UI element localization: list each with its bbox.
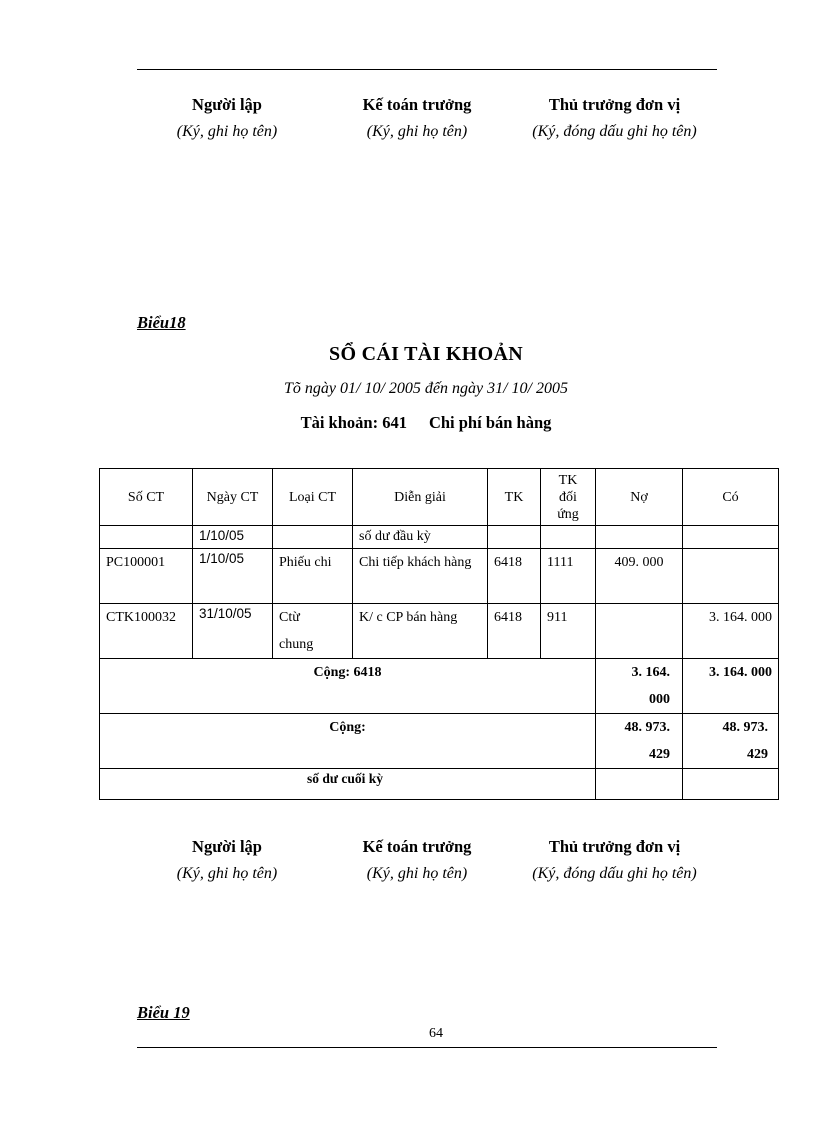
cell-ngay-ct: 1/10/05 [193, 549, 273, 604]
account-name: Chi phí bán hàng [428, 413, 552, 432]
signature-role: Kế toán trưởng [362, 95, 472, 114]
cell-no [596, 526, 683, 549]
closing-label [100, 769, 596, 800]
signature-unit-head [507, 95, 722, 141]
cell-tk-doi-ung: 1111 [541, 549, 596, 604]
table-row [100, 604, 779, 659]
header-tk-doi-ung: TK đối ứng [541, 469, 596, 526]
table-header-row [100, 469, 779, 526]
cell-tk-doi-ung: 911 [541, 604, 596, 659]
signature-note: (Ký, ghi họ tên) [176, 865, 278, 882]
cell-loai-ct: Ctừ chung [273, 604, 353, 659]
cell-tk: 6418 [488, 549, 541, 604]
cell-so-ct: CTK100032 [100, 604, 193, 659]
ledger-title: SỔ CÁI TÀI KHOẢN [329, 343, 523, 365]
signature-note: (Ký, ghi họ tên) [366, 123, 468, 140]
total-co: 48. 973. 429 [683, 714, 779, 769]
ledger-period: Tõ ngày 01/ 10/ 2005 đến ngày 31/ 10/ 2005 [284, 380, 568, 397]
table-row [100, 549, 779, 604]
cell-co [683, 526, 779, 549]
header-no: Nợ [596, 469, 683, 526]
form-label: Biểu18 [137, 313, 186, 332]
subtotal-co: 3. 164. 000 [683, 659, 779, 714]
signature-role: Người lập [192, 837, 262, 856]
total-label: Cộng: [100, 714, 596, 769]
signature-role: Thủ trưởng đơn vị [548, 95, 681, 114]
ledger-account [0, 413, 816, 433]
total-no: 48. 973. 429 [596, 714, 683, 769]
signature-note: (Ký, đóng dấu ghi họ tên) [532, 865, 697, 882]
header-tk: TK [488, 469, 541, 526]
header-loai-ct: Loại CT [273, 469, 353, 526]
cell-so-ct: PC100001 [100, 549, 193, 604]
cell-so-ct [100, 526, 193, 549]
signature-note: (Ký, đóng dấu ghi họ tên) [532, 123, 697, 140]
top-rule [137, 69, 717, 70]
signature-note: (Ký, ghi họ tên) [176, 123, 278, 140]
header-ngay-ct: Ngày CT [193, 469, 273, 526]
next-form-label: Biểu 19 [137, 1003, 190, 1022]
closing-co [683, 769, 779, 800]
closing-label-text: số dư cuối kỳ [307, 771, 383, 786]
signature-preparer [137, 837, 317, 883]
header-dien-giai: Diễn giải [353, 469, 488, 526]
cell-dien-giai: số dư đầu kỳ [353, 526, 488, 549]
cell-ngay-ct: 1/10/05 [193, 526, 273, 549]
cell-dien-giai: K/ c CP bán hàng [353, 604, 488, 659]
cell-no [596, 604, 683, 659]
signature-chief-accountant [327, 95, 507, 141]
cell-loai-ct [273, 526, 353, 549]
signature-preparer [137, 95, 317, 141]
ledger-table [99, 468, 779, 800]
subtotal-row [100, 659, 779, 714]
cell-co: 3. 164. 000 [683, 604, 779, 659]
cell-co [683, 549, 779, 604]
account-label: Tài khoản: 641 [300, 413, 407, 432]
signature-note: (Ký, ghi họ tên) [366, 865, 468, 882]
closing-row [100, 769, 779, 800]
cell-no: 409. 000 [596, 549, 683, 604]
signature-unit-head [507, 837, 722, 883]
header-co: Có [683, 469, 779, 526]
header-so-ct: Số CT [100, 469, 193, 526]
total-row [100, 714, 779, 769]
closing-no [596, 769, 683, 800]
table-row [100, 526, 779, 549]
signature-chief-accountant [327, 837, 507, 883]
cell-tk [488, 526, 541, 549]
cell-dien-giai: Chi tiếp khách hàng [353, 549, 488, 604]
cell-tk-doi-ung [541, 526, 596, 549]
signature-role: Kế toán trưởng [362, 837, 472, 856]
subtotal-no: 3. 164. 000 [596, 659, 683, 714]
signature-role: Người lập [192, 95, 262, 114]
signature-role: Thủ trưởng đơn vị [548, 837, 681, 856]
cell-loai-ct: Phiếu chi [273, 549, 353, 604]
bottom-rule [137, 1047, 717, 1048]
page-number: 64 [429, 1026, 443, 1041]
cell-tk: 6418 [488, 604, 541, 659]
cell-ngay-ct: 31/10/05 [193, 604, 273, 659]
subtotal-label: Cộng: 6418 [100, 659, 596, 714]
